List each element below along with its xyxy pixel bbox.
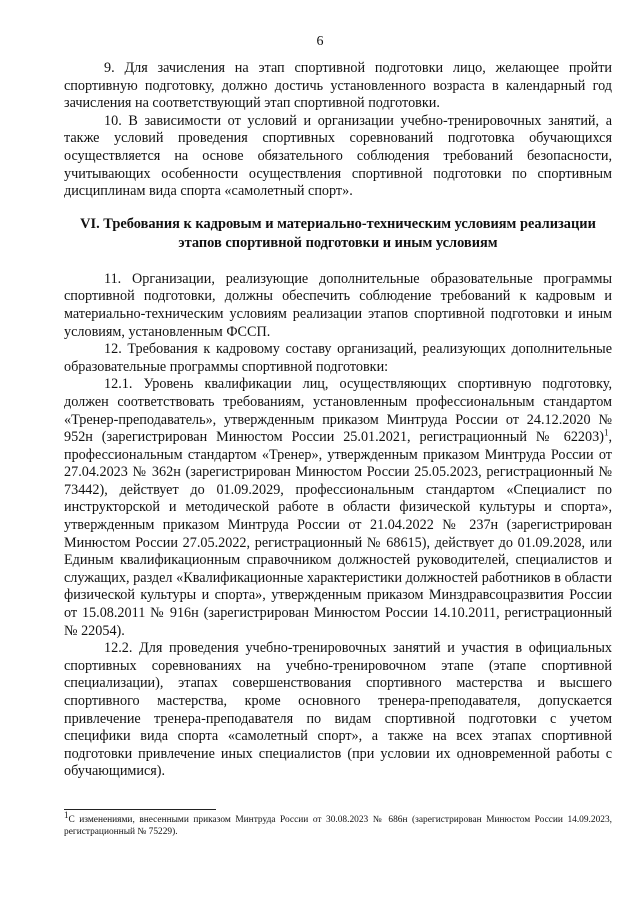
footnote-text: С изменениями, внесенными приказом Минтруда России от 30.08.2023 № 686н (зарегистрирован Минюстом России 14.09.2023, регистрационный № 75229). [64,815,612,837]
paragraph-12-1-text-a: 12.1. Уровень квалификации лиц, осуществляющих спортивную подготовку, должен соответствовать требованиям, установленным профессиональным стандартом «Тренер-преподаватель», утвержденным приказом Минтруда России от 24.12.2020 № 952н (зарегистрирован Минюстом России 25.01.2021, регистрационный № 62203) [64,376,612,446]
paragraph-12: 12. Требования к кадровому составу организаций, реализующих дополнительные образовательные программы спортивной подготовки: [64,341,612,375]
footnote-marker: 1 [64,809,69,820]
paragraph-11: 11. Организации, реализующие дополнительные образовательные программы спортивной подготовки, должны обеспечить соблюдение требований к кадровым и материально-техническим условиям реализации этапов спортивной подготовки и иным условиям, установленным ФССП. [64,270,612,340]
paragraph-12-2: 12.2. Для проведения учебно-тренировочных занятий и участия в официальных спортивных соревнованиях на учебно-тренировочном этапе (этапе спортивной специализации), этапах совершенствования спортивного мастерства и высшего спортивного мастерства, кроме основного тренера-преподавателя, допускается привлечение тренера-преподавателя по видам спортивной подготовки с учетом специфики вида спорта «самолетный спорт», а также на всех этапах спортивной подготовки привлечение иных специалистов (при условии их одновременной работы с обучающимися). [64,640,612,780]
paragraph-10: 10. В зависимости от условий и организации учебно-тренировочных занятий, а также условий проведения спортивных соревнований подготовка обучающихся осуществляется на основе обязательного соблюдения требований безопасности, учитывающих особенности осуществления спортивной подготовки по спортивным дисциплинам вида спорта «самолетный спорт». [64,112,612,200]
footnote [64,809,612,838]
document-body [64,60,612,781]
page-number: 6 [316,34,324,49]
footnote-divider [64,809,216,810]
paragraph-12-1-text-b: , профессиональным стандартом «Тренер», утвержденным приказом Минтруда России от 27.04.2023 № 362н (зарегистрирован Минюстом России 25.05.2023, регистрационный № 73442), действует до 01.09.2029, профессиональным стандартом «Специалист по инструкторской и методической работе в области физической культуры и спорта», утвержденным приказом Минтруда России от 21.04.2022 № 237н (зарегистрирован Минюстом России 27.05.2022, регистрационный № 68615), действует до 01.09.2028, или Единым квалификационным справочником должностей руководителей, специалистов и служащих, раздел «Квалификационные характеристики должностей работников в области физической культуры и спорта», утвержденным приказом Минздравсоцразвития России от 15.08.2011 № 916н (зарегистрирован Минюстом России 14.10.2011, регистрационный № 22054). [64,429,612,639]
footnote-reference: 1 [603,427,609,438]
paragraph-12-1 [64,376,612,640]
paragraph-9: 9. Для зачисления на этап спортивной подготовки лицо, желающее пройти спортивную подготовку, должно достичь установленного возраста в календарный год зачисления на соответствующий этап спортивной подготовки. [64,60,612,112]
section-heading: VI. Требования к кадровым и материально-техническим условиям реализации этапов спортивной подготовки и иным условиям [80,215,596,251]
